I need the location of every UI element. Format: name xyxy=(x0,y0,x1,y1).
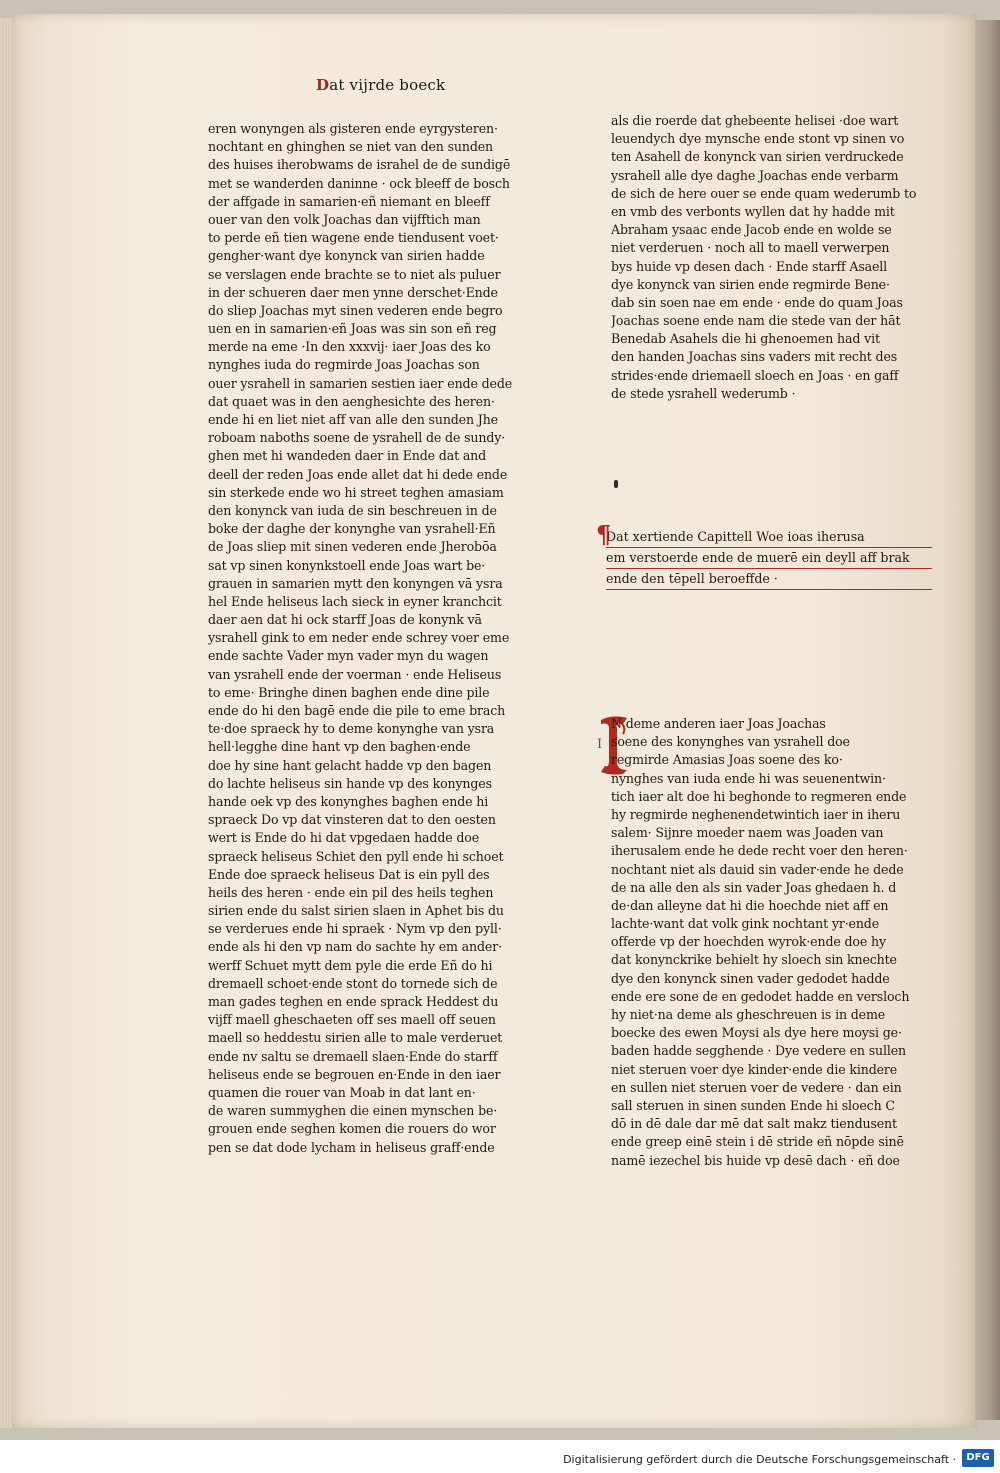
text-line: pen se dat dode lycham in heliseus graff·ende xyxy=(208,1139,495,1155)
text-line: tich iaer alt doe hi beghonde to regmeren ende xyxy=(611,788,907,804)
text-line: ouer ysrahell in samarien sestien iaer ende dede xyxy=(208,375,513,391)
text-line: dō in dē dale dar mē dat salt makz tiendusent xyxy=(611,1116,897,1132)
text-line: uen en in samarien·eñ Joas was sin son eñ reg xyxy=(208,321,497,337)
text-line: te·doe spraeck hy to deme konynghe van ysra xyxy=(208,721,495,737)
text-line: Joachas soene ende nam die stede van der hāt xyxy=(611,313,901,329)
text-line: salem· Sijnre moeder naem was Joaden van xyxy=(611,825,884,841)
text-line: sat vp sinen konynkstoell ende Joas wart be· xyxy=(208,557,486,573)
text-line: ende den tēpell beroeffde · xyxy=(606,569,932,590)
text-line: de stede ysrahell wederumb · xyxy=(611,385,796,401)
text-line: ende greep einē stein i dē stride eñ nōpde sinē xyxy=(611,1134,904,1150)
text-line: en vmb des verbonts wyllen dat hy hadde mit xyxy=(611,203,895,219)
text-line: niet steruen voer dye kinder·ende die kindere xyxy=(611,1061,898,1077)
guide-letter: I xyxy=(597,737,603,752)
text-line: dab sin soen nae em ende · ende do quam Joas xyxy=(611,294,903,310)
text-line: baden hadde segghende · Dye vedere en sullen xyxy=(611,1043,907,1059)
text-line: se verderues ende hi spraek · Nym vp den pyll· xyxy=(208,921,502,937)
text-line: regmirde Amasias Joas soene des ko· xyxy=(611,752,843,768)
text-line: lachte·want dat volk gink nochtant yr·ende xyxy=(611,916,880,932)
text-line: daer aen dat hi ock starff Joas de konynk vā xyxy=(208,612,482,628)
text-line: bys huide vp desen dach · Ende starff Asaell xyxy=(611,258,888,274)
text-line: der affgade in samarien·eñ niemant en bleeff xyxy=(208,193,490,209)
text-line: ende hi en liet niet aff van alle den sunden Jhe xyxy=(208,412,498,427)
text-line: des huises iherobwams de israhel de de sundigē xyxy=(208,157,511,173)
text-line: de waren summyghen die einen mynschen be· xyxy=(208,1103,498,1119)
right-text-column-top xyxy=(611,112,931,403)
footer-credit: Digitalisierung gefördert durch die Deutsche Forschungsgemeinschaft · xyxy=(563,1453,956,1466)
running-head-text: at vijrde boeck xyxy=(329,76,446,94)
text-line: sirien ende du salst sirien slaen in Aphet bis du xyxy=(208,903,504,919)
text-line: en sullen niet steruen voer de vedere · dan ein xyxy=(611,1079,902,1095)
text-line: hy regmirde neghenendetwintich iaer in iheru xyxy=(611,806,901,822)
text-line: boecke des ewen Moysi als dye here moysi ge· xyxy=(611,1025,902,1041)
text-line: als die roerde dat ghebeente helisei ·doe wart xyxy=(611,113,899,128)
text-line: ghen met hi wandeden daer in Ende dat and xyxy=(208,448,487,464)
text-line: nynghes iuda do regmirde Joas Joachas son xyxy=(208,357,480,373)
text-line: nynghes van iuda ende hi was seuenentwin· xyxy=(611,770,886,786)
text-line: de·dan alleyne dat hi die hoechde niet aff en xyxy=(611,897,889,913)
text-line: boke der daghe der konynghe van ysrahell·Eñ xyxy=(208,521,496,537)
text-line: dremaell schoet·ende stont do tornede sich de xyxy=(208,975,498,991)
text-line: ende do hi den bagē ende die pile to eme brach xyxy=(208,703,506,718)
chapter-rubric xyxy=(596,520,932,590)
text-line: eren wonyngen als gisteren ende eyrgysteren· xyxy=(208,121,498,136)
text-line: namē iezechel bis huide vp desē dach · eñ doe xyxy=(611,1152,900,1168)
ink-blot xyxy=(614,480,618,488)
text-line: ende als hi den vp nam do sachte hy em ander· xyxy=(208,939,502,955)
text-line: heils des heren · ende ein pil des heils teghen xyxy=(208,884,494,900)
text-line: sin sterkede ende wo hi street teghen amasiam xyxy=(208,484,504,500)
text-line: hande oek vp des konynghes baghen ende hi xyxy=(208,793,489,809)
text-line: N deme anderen iaer Joas Joachas xyxy=(611,716,826,731)
facing-page-edge xyxy=(975,20,1000,1420)
text-line: gengher·want dye konynck van sirien hadde xyxy=(208,248,485,264)
text-line: dat konynckrike behielt hy sloech sin knechte xyxy=(611,952,897,968)
text-line: offerde vp der hoechden wyrok·ende doe hy xyxy=(611,934,886,950)
text-line: met se wanderden daninne · ock bleeff de bosch xyxy=(208,175,510,191)
text-line: Ende doe spraeck heliseus Dat is ein pyll des xyxy=(208,866,490,882)
text-line: ysrahell alle dye daghe Joachas ende verbarm xyxy=(611,167,899,183)
text-line: wert is Ende do hi dat vpgedaen hadde doe xyxy=(208,830,480,846)
text-line: do sliep Joachas myt sinen vederen ende begro xyxy=(208,302,503,318)
text-line: grouen ende seghen komen die rouers do wor xyxy=(208,1121,496,1137)
text-line: to eme· Bringhe dinen baghen ende dine pile xyxy=(208,684,490,700)
running-head xyxy=(316,76,445,94)
text-line: strides·ende driemaell sloech en Joas · en gaff xyxy=(611,367,899,383)
text-line: hy niet·na deme als gheschreuen is in deme xyxy=(611,1007,886,1022)
text-line: em verstoerde ende de muerē ein deyll aff brak xyxy=(606,548,932,569)
text-line: ouer van den volk Joachas dan vijfftich man xyxy=(208,211,481,227)
text-line: ten Asahell de konynck van sirien verdruckede xyxy=(611,149,904,165)
text-line: iherusalem ende he dede recht voer den heren· xyxy=(611,843,908,859)
text-line: vijff maell gheschaeten off ses maell off seuen xyxy=(208,1012,496,1028)
running-head-capital: D xyxy=(316,76,330,94)
text-line: soene des konynghes van ysrahell doe xyxy=(611,734,850,750)
text-line: se verslagen ende brachte se to niet als puluer xyxy=(208,266,501,282)
text-line: dye den konynck sinen vader gedodet hadde xyxy=(611,970,890,986)
text-line: doe hy sine hant gelacht hadde vp den bagen xyxy=(208,757,492,773)
text-line: de sich de here ouer se ende quam wederumb to xyxy=(611,185,917,201)
text-line: maell so heddestu sirien alle to male verderuet xyxy=(208,1030,503,1046)
text-line: heliseus ende se begrouen en·Ende in den iaer xyxy=(208,1066,501,1082)
text-line: deell der reden Joas ende allet dat hi dede ende xyxy=(208,466,508,482)
text-line: werff Schuet mytt dem pyle die erde Eñ do hi xyxy=(208,957,493,973)
text-line: spraeck heliseus Schiet den pyll ende hi schoet xyxy=(208,848,504,864)
dfg-logo: DFG xyxy=(962,1449,994,1467)
text-line: ysrahell gink to em neder ende schrey voer eme xyxy=(208,630,510,646)
text-line: Benedab Asahels die hi ghenoemen had vit xyxy=(611,331,880,347)
text-line: do lachte heliseus sin hande vp des konynges xyxy=(208,775,492,791)
text-line: de na alle den als sin vader Joas ghedaen h. d xyxy=(611,879,897,895)
text-line: nochtant en ghinghen se niet van den sunden xyxy=(208,139,494,155)
text-line: ende ere sone de en gedodet hadde en versloch xyxy=(611,988,910,1004)
paragraph-mark-icon: ¶ xyxy=(596,520,612,549)
text-line: roboam naboths soene de ysrahell de de sundy· xyxy=(208,430,506,446)
text-line: to perde eñ tien wagene ende tiendusent voet· xyxy=(208,230,499,246)
text-line: dye konynck van sirien ende regmirde Bene· xyxy=(611,276,890,292)
text-line: Abraham ysaac ende Jacob ende en wolde se xyxy=(611,222,892,238)
left-text-column xyxy=(208,120,538,1157)
text-line: leuendych dye mynsche ende stont vp sinen vo xyxy=(611,131,905,147)
right-text-column-bottom xyxy=(611,715,936,1170)
text-line: van ysrahell ende der voerman · ende Heliseus xyxy=(208,666,502,682)
text-line: den konynck van iuda de sin beschreuen in de xyxy=(208,502,497,518)
text-line: nochtant niet als dauid sin vader·ende he dede xyxy=(611,861,904,877)
text-line: de Joas sliep mit sinen vederen ende Jherobōa xyxy=(208,539,497,555)
text-line: hel Ende heliseus lach sieck in eyner kranchcit xyxy=(208,593,502,609)
rubric-lines xyxy=(606,527,932,590)
text-line: niet verderuen · noch all to maell verwerpen xyxy=(611,240,890,256)
text-line: sall steruen in sinen sunden Ende hi sloech C xyxy=(611,1097,895,1113)
text-line: dat quaet was in den aenghesichte des heren· xyxy=(208,393,495,409)
text-line: grauen in samarien mytt den konyngen vā ysra xyxy=(208,575,503,591)
text-line: hell·legghe dine hant vp den baghen·ende xyxy=(208,739,471,755)
text-line: ende nv saltu se dremaell slaen·Ende do starff xyxy=(208,1048,498,1064)
text-line: man gades teghen en ende sprack Heddest du xyxy=(208,994,499,1009)
text-line: in der schueren daer men ynne derschet·Ende xyxy=(208,284,498,300)
text-line: ende sachte Vader myn vader myn du wagen xyxy=(208,648,489,664)
text-line: den handen Joachas sins vaders mit recht des xyxy=(611,349,898,365)
text-line: quamen die rouer van Moab in dat lant en· xyxy=(208,1084,476,1100)
text-line: merde na eme ·In den xxxvij· iaer Joas des ko xyxy=(208,339,491,355)
text-line: spraeck Do vp dat vinsteren dat to den oesten xyxy=(208,812,496,828)
text-line: Dat xertiende Capittell Woe ioas iherusa xyxy=(606,527,932,548)
